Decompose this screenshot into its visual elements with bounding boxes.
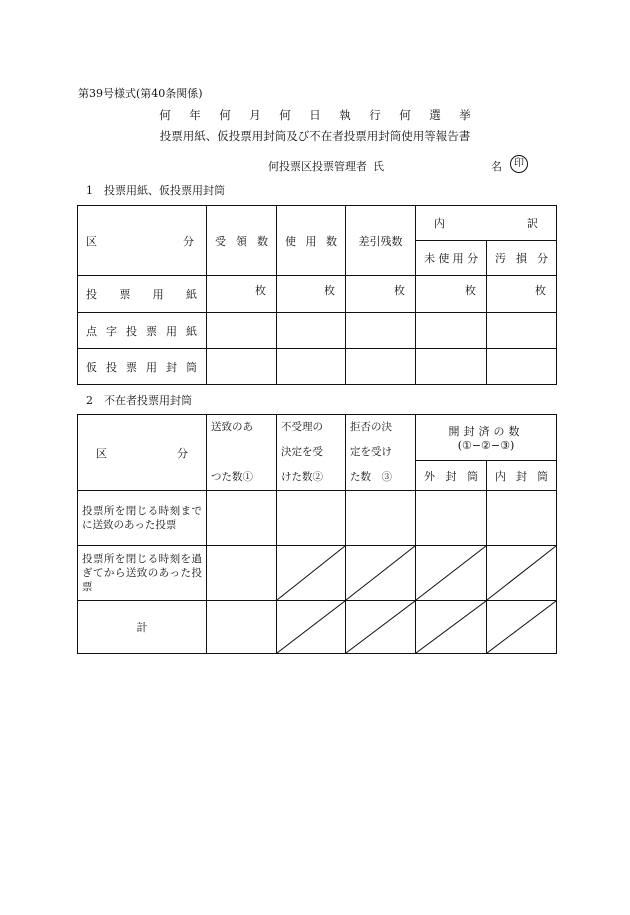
inner-envelope-header: 内封筒 xyxy=(487,461,557,491)
data-cell xyxy=(207,349,277,385)
received-header: 受領数 xyxy=(207,206,277,276)
data-cell xyxy=(277,349,346,385)
row-label-total: 計 xyxy=(78,601,207,654)
row-label-braille-ballot: 点字投票用紙 xyxy=(78,313,207,349)
slashed-cell xyxy=(416,601,487,654)
opened-count-header: 開封済の数 (①−②−③) xyxy=(416,415,557,461)
slashed-cell xyxy=(277,546,346,601)
rejected-count-header: 不受理の 決定を受 けた数② xyxy=(277,415,346,491)
data-cell xyxy=(207,546,277,601)
section2-heading: 2 不在者投票用封筒 xyxy=(86,394,192,407)
row-label-ballot-paper: 投票用紙 xyxy=(78,276,207,313)
data-cell xyxy=(416,491,487,546)
unused-header: 未使用分 xyxy=(416,241,487,276)
data-cell xyxy=(277,313,346,349)
refused-count-header: 拒否の決 定を受け た数 ③ xyxy=(346,415,416,491)
kubun-header: 区 分 xyxy=(78,206,207,276)
data-cell xyxy=(346,313,416,349)
kubun-header-2: 区 分 xyxy=(78,415,207,491)
data-cell xyxy=(277,491,346,546)
absentee-envelope-table xyxy=(77,414,557,654)
row-label-before-closing: 投票所を閉じる時刻までに送致のあった投票 xyxy=(78,491,207,546)
title-line-2: 投票用紙、仮投票用封筒及び不在者投票用封筒使用等報告書 xyxy=(159,129,471,143)
data-cell xyxy=(346,491,416,546)
slashed-cell xyxy=(416,546,487,601)
unit-unused: 枚 xyxy=(416,276,487,313)
data-cell xyxy=(207,313,277,349)
form-number: 第39号様式(第40条関係) xyxy=(78,87,203,100)
data-cell xyxy=(487,491,557,546)
name-label: 名 xyxy=(491,160,502,173)
data-cell xyxy=(207,491,277,546)
unit-received: 枚 xyxy=(207,276,277,313)
row-label-provisional-envelope: 仮投票用封筒 xyxy=(78,349,207,385)
remaining-header: 差引残数 xyxy=(346,206,416,276)
manager-label: 何投票区投票管理者 氏 xyxy=(268,160,384,173)
section1-heading: 1 投票用紙、仮投票用封筒 xyxy=(86,184,225,197)
data-cell xyxy=(487,313,557,349)
row-label-after-closing: 投票所を閉じる時刻を過ぎてから送致のあった投票 xyxy=(78,546,207,601)
data-cell xyxy=(346,349,416,385)
ballot-paper-table xyxy=(77,205,557,385)
data-cell xyxy=(487,349,557,385)
slashed-cell xyxy=(277,601,346,654)
title-line-1: 何 年 何 月 何 日 執 行 何 選 挙 xyxy=(159,108,471,122)
unit-used: 枚 xyxy=(277,276,346,313)
slashed-cell xyxy=(346,546,416,601)
data-cell xyxy=(416,349,487,385)
breakdown-header: 内 訳 xyxy=(416,206,557,241)
seal-mark: 印 xyxy=(510,155,528,173)
damaged-header: 汚損分 xyxy=(487,241,557,276)
sent-count-header: 送致のあ つた数① xyxy=(207,415,277,491)
slashed-cell xyxy=(487,546,557,601)
data-cell xyxy=(207,601,277,654)
slashed-cell xyxy=(487,601,557,654)
outer-envelope-header: 外封筒 xyxy=(416,461,487,491)
slashed-cell xyxy=(346,601,416,654)
unit-damaged: 枚 xyxy=(487,276,557,313)
unit-remaining: 枚 xyxy=(346,276,416,313)
data-cell xyxy=(416,313,487,349)
used-header: 使用数 xyxy=(277,206,346,276)
